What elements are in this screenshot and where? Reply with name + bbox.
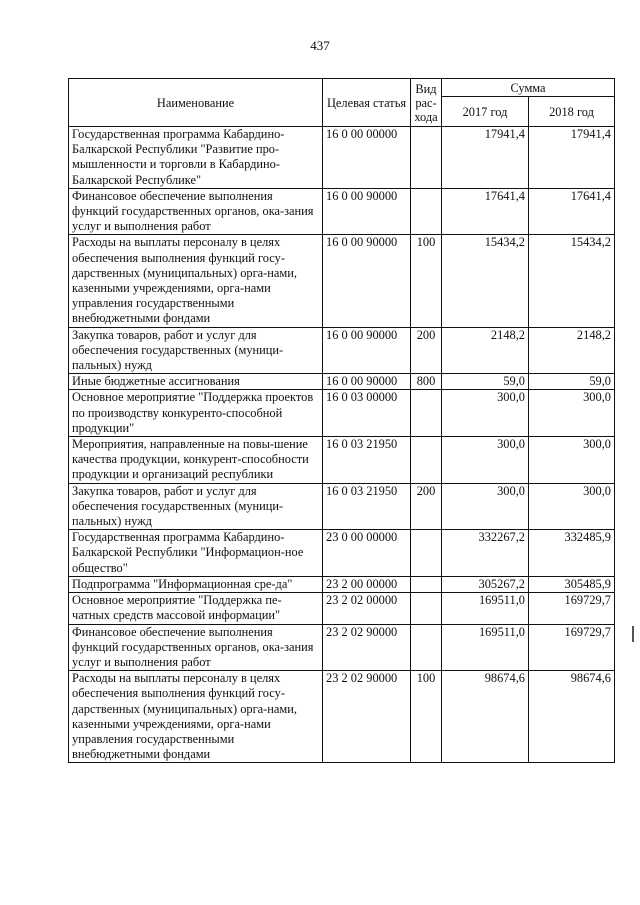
row-target-item: 16 0 03 00000 — [323, 390, 411, 437]
row-sum-2017: 169511,0 — [442, 624, 529, 671]
header-year-2017: 2017 год — [442, 97, 529, 127]
row-sum-2018: 169729,7 — [529, 593, 615, 624]
row-target-item: 16 0 00 90000 — [323, 235, 411, 327]
row-sum-2017: 2148,2 — [442, 327, 529, 374]
row-name: Закупка товаров, работ и услуг для обеспечения государственных (муници-пальных) нужд — [69, 483, 323, 530]
row-sum-2018: 98674,6 — [529, 671, 615, 763]
row-name: Расходы на выплаты персоналу в целях обеспечения выполнения функций госу-дарственных (муниципальных) орга-нами, казенными учреждениями, орга-нами управления государственными внебюджетными фондами — [69, 235, 323, 327]
row-target-item: 23 0 00 00000 — [323, 530, 411, 577]
row-target-item: 23 2 02 90000 — [323, 671, 411, 763]
row-expense-type — [411, 624, 442, 671]
table-row — [69, 390, 615, 437]
row-sum-2017: 300,0 — [442, 437, 529, 484]
table-row — [69, 483, 615, 530]
row-expense-type: 200 — [411, 327, 442, 374]
row-target-item: 23 2 02 00000 — [323, 593, 411, 624]
row-expense-type: 200 — [411, 483, 442, 530]
row-sum-2017: 305267,2 — [442, 576, 529, 592]
row-sum-2017: 17941,4 — [442, 127, 529, 189]
table-row — [69, 437, 615, 484]
row-name: Расходы на выплаты персоналу в целях обеспечения выполнения функций госу-дарственных (муниципальных) орга-нами, казенными учреждениями, орга-нами управления государственными внебюджетными фондами — [69, 671, 323, 763]
header-name: Наименование — [69, 79, 323, 127]
row-name: Финансовое обеспечение выполнения функций государственных органов, ока-зания услуг и выполнения работ — [69, 188, 323, 235]
row-sum-2017: 15434,2 — [442, 235, 529, 327]
row-sum-2018: 17641,4 — [529, 188, 615, 235]
row-expense-type — [411, 188, 442, 235]
row-expense-type: 800 — [411, 374, 442, 390]
row-sum-2017: 332267,2 — [442, 530, 529, 577]
row-name: Подпрограмма "Информационная сре-да" — [69, 576, 323, 592]
row-sum-2018: 305485,9 — [529, 576, 615, 592]
row-name: Государственная программа Кабардино-Балкарской Республики "Информацион-ное общество" — [69, 530, 323, 577]
row-name: Основное мероприятие "Поддержка пе-чатных средств массовой информации" — [69, 593, 323, 624]
row-expense-type — [411, 127, 442, 189]
row-target-item: 23 2 02 90000 — [323, 624, 411, 671]
row-sum-2018: 15434,2 — [529, 235, 615, 327]
row-sum-2018: 300,0 — [529, 483, 615, 530]
row-sum-2017: 59,0 — [442, 374, 529, 390]
row-target-item: 16 0 00 00000 — [323, 127, 411, 189]
page-number: 437 — [310, 38, 330, 53]
table-row — [69, 374, 615, 390]
row-sum-2018: 169729,7 — [529, 624, 615, 671]
table-row — [69, 127, 615, 189]
row-name: Закупка товаров, работ и услуг для обеспечения государственных (муници-пальных) нужд — [69, 327, 323, 374]
header-target-item: Целевая статья — [323, 79, 411, 127]
row-sum-2017: 17641,4 — [442, 188, 529, 235]
margin-mark — [632, 626, 634, 642]
row-name: Иные бюджетные ассигнования — [69, 374, 323, 390]
row-sum-2017: 300,0 — [442, 390, 529, 437]
row-expense-type: 100 — [411, 671, 442, 763]
header-expense-type: Вид рас-хода — [411, 79, 442, 127]
row-name: Финансовое обеспечение выполнения функций государственных органов, ока-зания услуг и выполнения работ — [69, 624, 323, 671]
row-target-item: 16 0 00 90000 — [323, 188, 411, 235]
table-row — [69, 593, 615, 624]
row-sum-2018: 300,0 — [529, 437, 615, 484]
row-expense-type — [411, 576, 442, 592]
table-body — [69, 127, 615, 763]
row-sum-2017: 300,0 — [442, 483, 529, 530]
table-row — [69, 624, 615, 671]
header-sum: Сумма — [442, 79, 615, 97]
row-expense-type — [411, 390, 442, 437]
row-target-item: 23 2 00 00000 — [323, 576, 411, 592]
table-row — [69, 188, 615, 235]
row-target-item: 16 0 03 21950 — [323, 437, 411, 484]
row-sum-2018: 332485,9 — [529, 530, 615, 577]
row-name: Мероприятия, направленные на повы-шение качества продукции, конкурент-способности продукции и организаций республики — [69, 437, 323, 484]
row-sum-2018: 59,0 — [529, 374, 615, 390]
row-expense-type: 100 — [411, 235, 442, 327]
table-row — [69, 530, 615, 577]
row-sum-2017: 169511,0 — [442, 593, 529, 624]
row-target-item: 16 0 03 21950 — [323, 483, 411, 530]
row-sum-2018: 2148,2 — [529, 327, 615, 374]
row-expense-type — [411, 530, 442, 577]
row-sum-2018: 300,0 — [529, 390, 615, 437]
table-row — [69, 576, 615, 592]
row-target-item: 16 0 00 90000 — [323, 374, 411, 390]
table-row — [69, 327, 615, 374]
row-name: Государственная программа Кабардино-Балкарской Республики "Развитие про-мышленности и торговли в Кабардино-Балкарской Республике" — [69, 127, 323, 189]
row-expense-type — [411, 437, 442, 484]
row-name: Основное мероприятие "Поддержка проектов по производству конкуренто-способной продукции" — [69, 390, 323, 437]
table-row — [69, 671, 615, 763]
row-target-item: 16 0 00 90000 — [323, 327, 411, 374]
row-sum-2018: 17941,4 — [529, 127, 615, 189]
budget-table — [68, 78, 615, 763]
header-year-2018: 2018 год — [529, 97, 615, 127]
table-row — [69, 235, 615, 327]
row-sum-2017: 98674,6 — [442, 671, 529, 763]
row-expense-type — [411, 593, 442, 624]
